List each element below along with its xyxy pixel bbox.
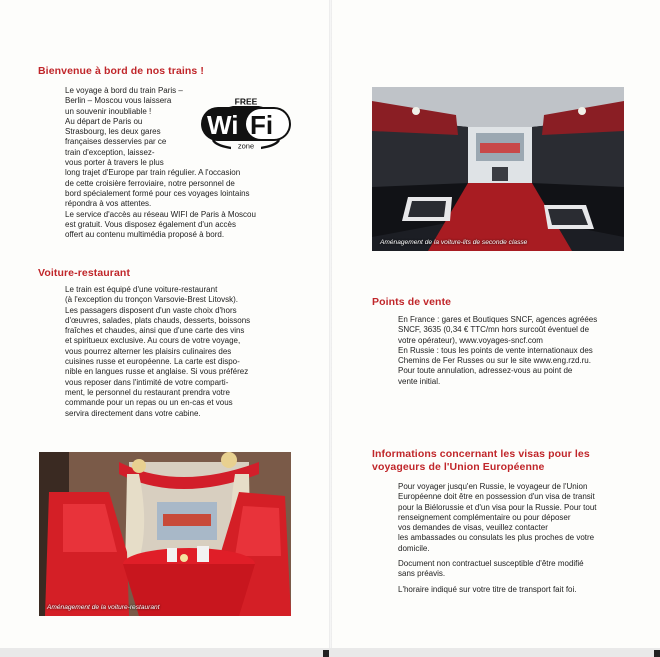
wifi-free-label: FREE xyxy=(234,96,258,107)
welcome-line: de cette croisière ferroviaire, notre personnel de xyxy=(65,178,235,188)
wifi-wi-label: Wi xyxy=(207,110,239,140)
restaurant-line: ment, le personnel du restaurant prendra votre xyxy=(65,387,230,397)
visa-line: Pour voyager jusqu'en Russie, le voyageur de l'Union xyxy=(398,482,588,491)
edge-mark-right xyxy=(654,650,660,657)
welcome-line: un souvenir inoubliable ! xyxy=(65,106,152,116)
visa-body xyxy=(398,482,630,595)
sleeper-photo-caption: Aménagement de la voiture-lits de seconde classe xyxy=(380,239,528,246)
restaurant-line: Le train est équipé d'une voiture-restaurant xyxy=(65,285,218,294)
welcome-line: Le voyage à bord du train Paris – xyxy=(65,86,183,95)
wifi-zone-label: zone xyxy=(237,141,255,150)
sales-body xyxy=(398,315,630,387)
restaurant-line: fraîches et chaudes, ainsi que d'une carte des vins xyxy=(65,326,245,336)
restaurant-body xyxy=(65,285,295,419)
edge-mark-left xyxy=(323,650,329,657)
page-fold xyxy=(329,0,332,657)
welcome-line: bord spécialement formé pour ces voyages lointains xyxy=(65,188,250,198)
welcome-title: Bienvenue à bord de nos trains ! xyxy=(38,65,204,77)
visa-title-line: voyageurs de l'Union Européenne xyxy=(372,461,545,473)
visa-line: Européenne doit être en possession d'un visa de transit xyxy=(398,492,595,502)
visa-note-line: sans préavis. xyxy=(398,569,446,579)
restaurant-photo-illustration xyxy=(39,452,291,616)
visa-title-line: Informations concernant les visas pour les xyxy=(372,448,590,460)
restaurant-line: commande pour un repas ou un en-cas et vous xyxy=(65,398,233,408)
sales-line: vente initial. xyxy=(398,376,441,386)
welcome-line: Au départ de Paris ou xyxy=(65,116,143,126)
restaurant-line: cuisines russe et européenne. La carte est dispo- xyxy=(65,357,240,367)
welcome-line: long trajet d'Europe par train régulier. A l'occasion xyxy=(65,168,241,178)
restaurant-line: nible en langues russe et anglaise. Si vous préférez xyxy=(65,367,249,377)
visa-line: domicile. xyxy=(398,543,430,553)
welcome-line: vous porter à travers le plus xyxy=(65,158,164,168)
visa-line: vos demandes de visas, veuillez contacter xyxy=(398,523,548,533)
welcome-line: offert au contenu multimédia proposé à bord. xyxy=(65,230,225,240)
bottom-strip xyxy=(0,648,660,657)
welcome-line: françaises desservies par ce xyxy=(65,137,167,147)
visa-line: pour la Biélorussie et d'un visa pour la Russie. Pour tout xyxy=(398,502,597,512)
sleeper-photo xyxy=(372,87,624,251)
welcome-line: Strasbourg, les deux gares xyxy=(65,127,161,137)
wifi-logo xyxy=(199,94,293,150)
restaurant-line: d'œuvres, salades, plats chauds, desserts, boissons xyxy=(65,315,251,325)
visa-note-line: Document non contractuel susceptible d'être modifié xyxy=(398,559,584,569)
restaurant-line: vous reposer dans l'intimité de votre comparti- xyxy=(65,377,229,387)
welcome-line: est gratuit. Vous disposez également d'un accès xyxy=(65,219,236,229)
sales-line: Chemins de Fer Russes ou sur le site www.eng.rzd.ru. xyxy=(398,356,591,366)
sales-line: votre opérateur), www.voyages-sncf.com xyxy=(398,335,543,345)
visa-line: les ambassades ou consulats les plus proches de votre xyxy=(398,533,595,543)
visa-line: renseignement complémentaire ou pour déposer xyxy=(398,512,571,522)
welcome-line: train d'exception, laissez- xyxy=(65,147,155,157)
restaurant-line: (à l'exception du tronçon Varsovie-Brest Litovsk). xyxy=(65,295,239,305)
restaurant-photo-caption: Aménagement de la voiture-restaurant xyxy=(47,604,160,611)
sales-title: Points de vente xyxy=(372,296,452,308)
restaurant-photo xyxy=(39,452,291,616)
sales-line: SNCF, 3635 (0,34 € TTC/mn hors surcoût éventuel de xyxy=(398,325,590,335)
visa-note-timetable: L'horaire indiqué sur votre titre de transport fait foi. xyxy=(398,584,577,594)
welcome-line: Le service d'accès au réseau WIFI de Paris à Moscou xyxy=(65,209,256,219)
sales-line: En Russie : tous les points de vente internationaux des xyxy=(398,345,593,355)
restaurant-line: vous pourrez alterner les plaisirs culinaires des xyxy=(65,346,232,356)
welcome-line: répondra à vos attentes. xyxy=(65,199,152,209)
visa-title xyxy=(372,448,590,474)
restaurant-line: servira directement dans votre cabine. xyxy=(65,408,201,418)
restaurant-line: et spiritueux exclusive. Au cours de votre voyage, xyxy=(65,336,241,346)
sales-line: En France : gares et Boutiques SNCF, agences agréées xyxy=(398,315,598,324)
restaurant-title: Voiture-restaurant xyxy=(38,267,131,279)
restaurant-line: Les passagers disposent d'un vaste choix d'hors xyxy=(65,305,237,315)
sales-line: Pour toute annulation, adressez-vous au point de xyxy=(398,366,573,376)
welcome-line: Berlin – Moscou vous laissera xyxy=(65,96,172,106)
sleeper-photo-illustration xyxy=(372,87,624,251)
wifi-fi-label: Fi xyxy=(250,110,274,140)
